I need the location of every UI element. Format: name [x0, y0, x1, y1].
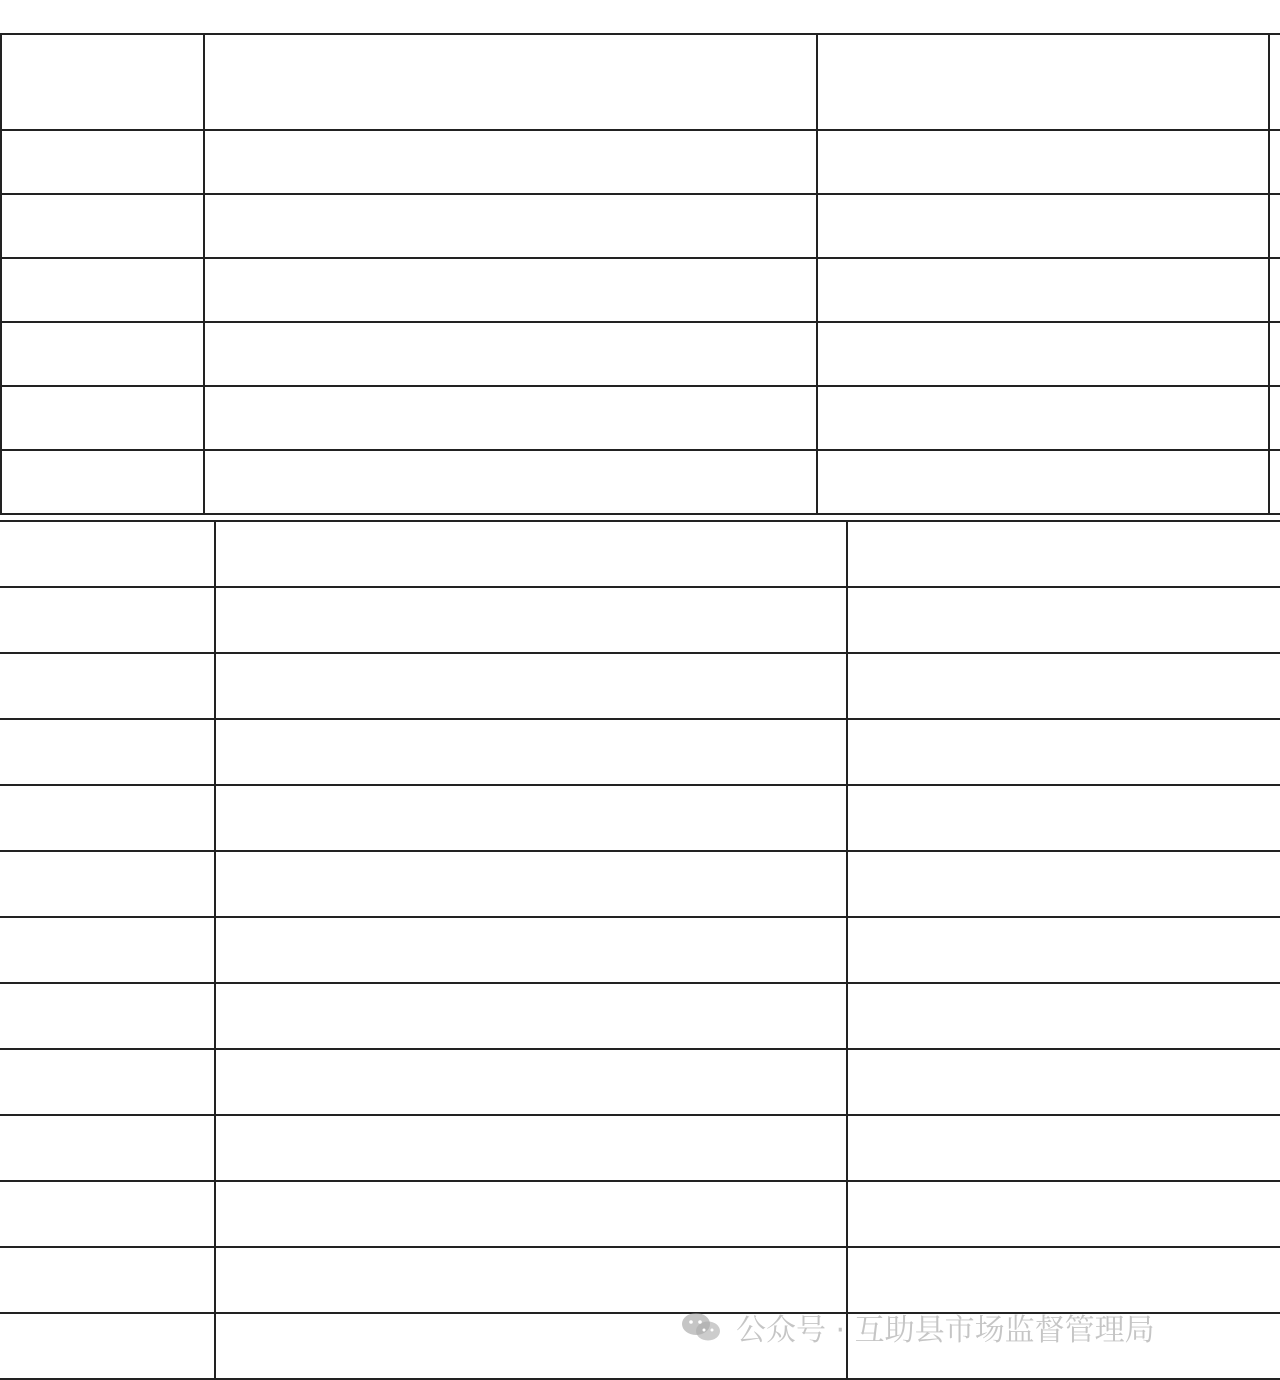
cell-credit-code: [846, 1114, 1280, 1180]
cell-credit-code: [846, 1048, 1280, 1114]
cell-company: [203, 385, 816, 449]
cell-company: [203, 193, 816, 257]
cell-company: [214, 850, 846, 916]
cell-company: [214, 982, 846, 1048]
cell-company: [214, 718, 846, 784]
cell-product: [0, 1246, 214, 1312]
cell-credit-code: [846, 586, 1280, 652]
cell-credit-code: [846, 520, 1280, 586]
cell-company: [203, 449, 816, 513]
cell-credit-code: [846, 850, 1280, 916]
cell-credit-code: [816, 385, 1268, 449]
cell-credit-code: [816, 321, 1268, 385]
row-border: [0, 513, 1280, 515]
cell-company: [214, 1114, 846, 1180]
cell-company: [214, 1180, 846, 1246]
cell-credit-code: [816, 257, 1268, 321]
cell-credit-code: [816, 129, 1268, 193]
cell-product: [0, 718, 214, 784]
cell-product: [0, 520, 214, 586]
watermark: [680, 1305, 1155, 1349]
cell-credit-code: [846, 1180, 1280, 1246]
cell-credit-code: [846, 652, 1280, 718]
cell-product: [0, 385, 203, 449]
cell-product: [0, 257, 203, 321]
cell-product: [0, 850, 214, 916]
cell-company: [214, 1246, 846, 1312]
watermark-text: 公众号 · 互助县市场监督管理局: [736, 1313, 1155, 1348]
cell-company: [203, 257, 816, 321]
table-part-bottom: [0, 520, 1280, 1378]
cell-product: [0, 321, 203, 385]
cell-company: [214, 784, 846, 850]
cell-product: [0, 193, 203, 257]
header-company-name: [203, 33, 816, 129]
cell-product: [0, 916, 214, 982]
cell-company: [214, 916, 846, 982]
cell-product: [0, 449, 203, 513]
cell-product: [0, 784, 214, 850]
header-credit-code: [816, 33, 1268, 129]
header-product-name: [0, 33, 203, 129]
cell-company: [203, 129, 816, 193]
cell-product: [0, 1312, 214, 1378]
cell-credit-code: [816, 449, 1268, 513]
wechat-icon: [680, 1310, 722, 1344]
cell-credit-code: [846, 982, 1280, 1048]
cell-company: [214, 586, 846, 652]
cell-credit-code: [846, 784, 1280, 850]
cell-product: [0, 1180, 214, 1246]
cell-company: [203, 321, 816, 385]
cell-credit-code: [816, 193, 1268, 257]
cell-company: [214, 520, 846, 586]
cell-product: [0, 1048, 214, 1114]
cell-company: [214, 652, 846, 718]
cell-credit-code: [846, 718, 1280, 784]
cell-credit-code: [846, 916, 1280, 982]
cell-company: [214, 1048, 846, 1114]
cell-product: [0, 1114, 214, 1180]
cell-product: [0, 982, 214, 1048]
table-part-top: [0, 33, 1280, 513]
cell-product: [0, 129, 203, 193]
cell-credit-code: [846, 1246, 1280, 1312]
cell-product: [0, 652, 214, 718]
cell-product: [0, 586, 214, 652]
